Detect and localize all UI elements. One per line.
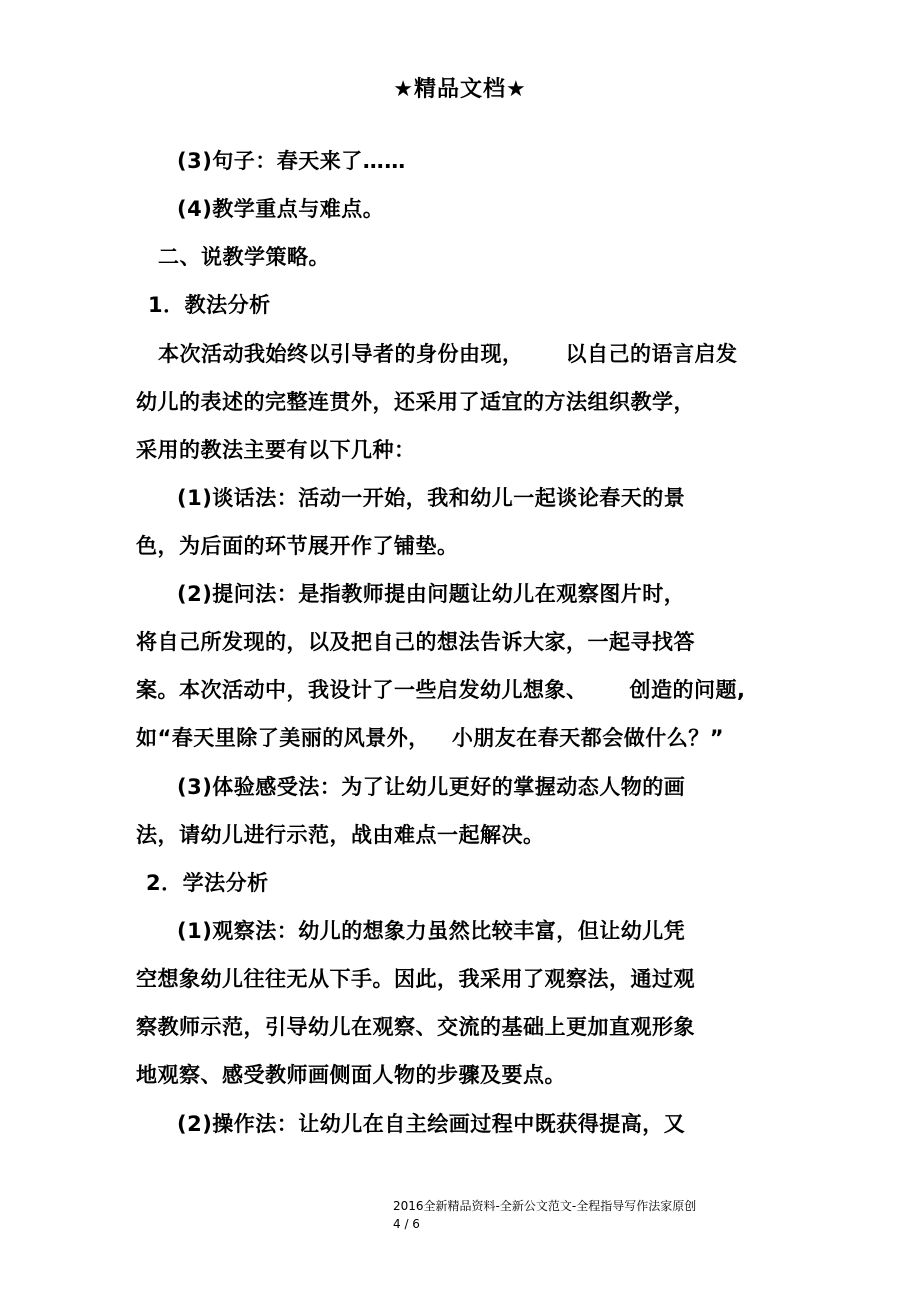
text-segment: 如“春天里除了美丽的风景外，: [136, 726, 430, 750]
text-line: (3)体验感受法：为了让幼儿更好的掌握动态人物的画: [177, 775, 686, 799]
text-line: 地观察、感受教师画侧面人物的步骤及要点。: [136, 1063, 566, 1087]
text-line: [158, 338, 738, 368]
text-line: (1)观察法：幼儿的想象力虽然比较丰富，但让幼儿凭: [177, 919, 686, 943]
text-line: (2)提问法：是指教师提由问题让幼儿在观察图片时，: [177, 582, 686, 606]
text-line: 色，为后面的环节展开作了铺垫。: [136, 534, 459, 558]
text-line: 空想象幼儿往往无从下手。因此，我采用了观察法，通过观: [136, 967, 695, 991]
text-line: [136, 722, 724, 752]
text-segment: 案。本次活动中，我设计了一些启发幼儿想象、: [136, 678, 588, 702]
text-segment: 小朋友在春天都会做什么？”: [451, 726, 725, 750]
subsection-heading: 2．学法分析: [146, 871, 269, 895]
text-line: [136, 674, 745, 704]
text-segment: 创造的问题,: [629, 678, 746, 702]
footer-source: 2016全新精品资料-全新公文范文-全程指导写作法家原创: [393, 1199, 697, 1213]
text-segment: 本次活动我始终以引导者的身份由现，: [158, 342, 524, 366]
text-line: 察教师示范，引导幼儿在观察、交流的基础上更加直观形象: [136, 1015, 695, 1039]
text-line: 幼儿的表述的完整连贯外，还采用了适宜的方法组织教学，: [136, 390, 695, 414]
text-line: (3)句子：春天来了……: [177, 149, 406, 173]
section-heading: 二、说教学策略。: [158, 245, 330, 269]
page-header-title: ★精品文档★: [393, 77, 527, 102]
text-line: (2)操作法：让幼儿在自主绘画过程中既获得提高，又: [177, 1112, 686, 1136]
text-line: 将自己所发现的，以及把自己的想法告诉大家，一起寻找答: [136, 630, 695, 654]
text-segment: 以自己的语言启发: [565, 342, 738, 366]
text-line: 法，请幼儿进行示范，战由难点一起解决。: [136, 823, 545, 847]
page-number: 4 / 6: [393, 1217, 420, 1231]
text-line: (4)教学重点与难点。: [177, 197, 385, 221]
text-line: 采用的教法主要有以下几种：: [136, 438, 416, 462]
subsection-heading: 1．教法分析: [148, 293, 271, 317]
text-line: (1)谈话法：活动一开始，我和幼儿一起谈论春天的景: [177, 486, 686, 510]
